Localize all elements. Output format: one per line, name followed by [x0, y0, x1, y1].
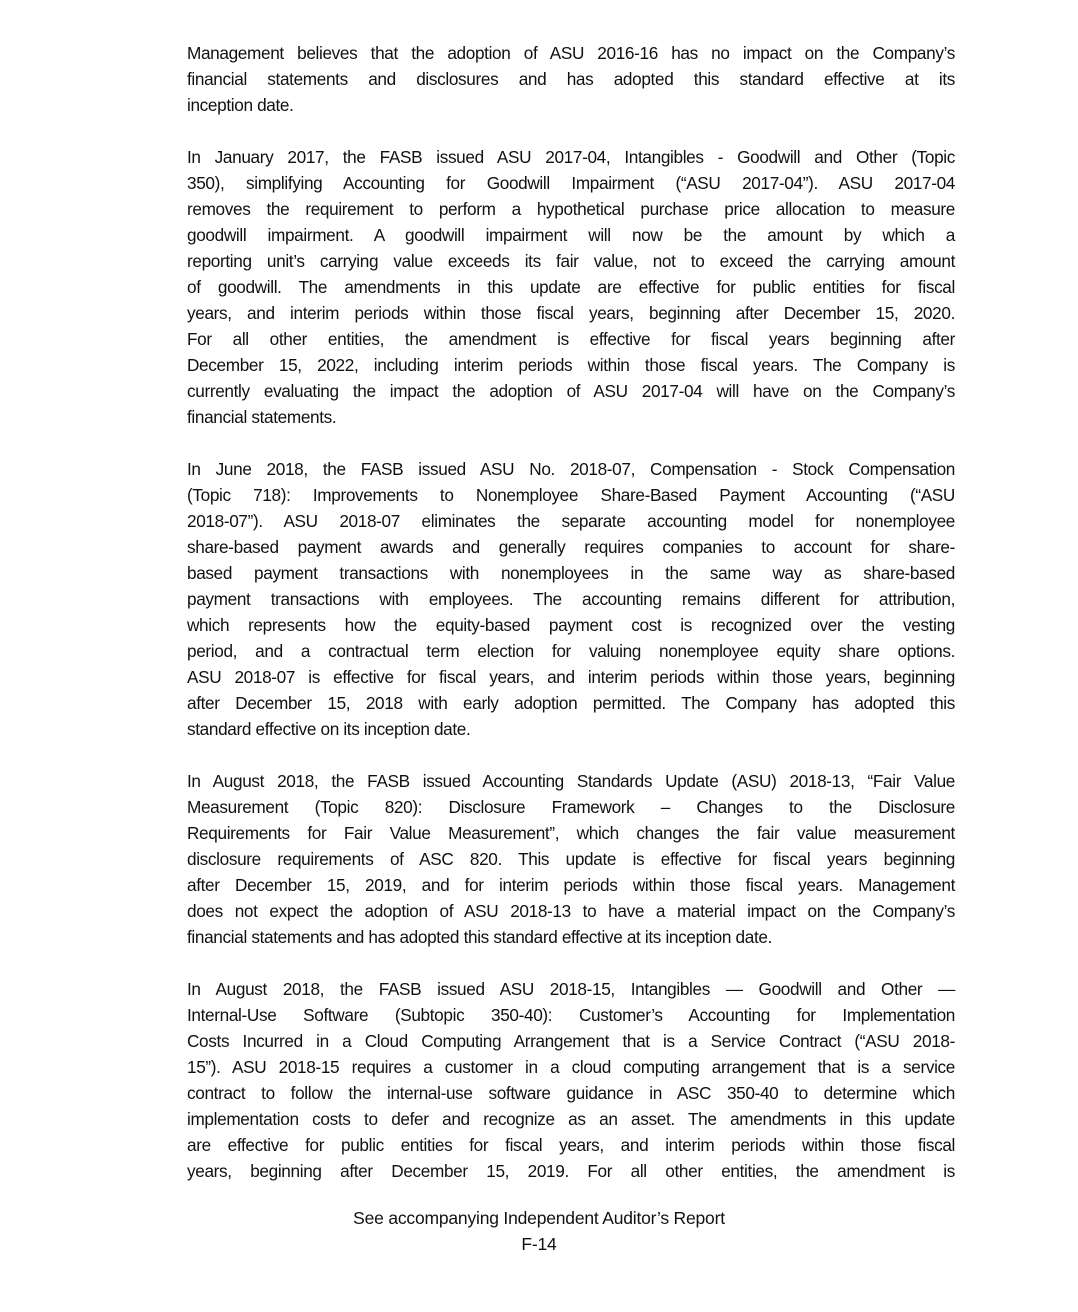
text-line: standard effective on its inception date.: [187, 719, 471, 739]
paragraph-asu-2018-15: [187, 976, 955, 1184]
text-line: financial statements and has adopted this standard effective at its inception date.: [187, 927, 773, 947]
text-line: 350), simplifying Accounting for Goodwill Impairment (“ASU 2017-04”). ASU 2017-04: [187, 173, 955, 193]
paragraph-asu-2016-16-conclusion: [187, 40, 955, 118]
text-line: Requirements for Fair Value Measurement”, which changes the fair value measurement: [187, 823, 955, 843]
text-line: 15”). ASU 2018-15 requires a customer in a cloud computing arrangement that is a service: [187, 1057, 955, 1077]
text-line: based payment transactions with nonemployees in the same way as share-based: [187, 563, 955, 583]
text-line: disclosure requirements of ASC 820. This update is effective for fiscal years beginning: [187, 849, 955, 869]
text-line: inception date.: [187, 95, 294, 115]
text-line: financial statements and disclosures and has adopted this standard effective at its: [187, 69, 955, 89]
text-line: implementation costs to defer and recognize as an asset. The amendments in this update: [187, 1109, 955, 1129]
text-line: Costs Incurred in a Cloud Computing Arrangement that is a Service Contract (“ASU 2018-: [187, 1031, 955, 1051]
text-line: ASU 2018-07 is effective for fiscal years, and interim periods within those years, beginning: [187, 667, 955, 687]
text-line: In August 2018, the FASB issued Accounting Standards Update (ASU) 2018-13, “Fair Value: [187, 771, 955, 791]
auditor-report-note: See accompanying Independent Auditor’s Report: [353, 1208, 725, 1228]
text-line: For all other entities, the amendment is effective for fiscal years beginning after: [187, 329, 955, 349]
text-line: Management believes that the adoption of ASU 2016-16 has no impact on the Company’s: [187, 43, 955, 63]
text-line: currently evaluating the impact the adoption of ASU 2017-04 will have on the Company’s: [187, 381, 955, 401]
text-line: Measurement (Topic 820): Disclosure Framework – Changes to the Disclosure: [187, 797, 955, 817]
text-line: removes the requirement to perform a hypothetical purchase price allocation to measure: [187, 199, 955, 219]
text-line: does not expect the adoption of ASU 2018-13 to have a material impact on the Company’s: [187, 901, 955, 921]
text-line: which represents how the equity-based payment cost is recognized over the vesting: [187, 615, 955, 635]
text-line: share-based payment awards and generally requires companies to account for share-: [187, 537, 955, 557]
text-line: Internal-Use Software (Subtopic 350-40): Customer’s Accounting for Implementation: [187, 1005, 955, 1025]
text-line: of goodwill. The amendments in this update are effective for public entities for fiscal: [187, 277, 955, 297]
text-line: In August 2018, the FASB issued ASU 2018-15, Intangibles — Goodwill and Other —: [187, 979, 955, 999]
page-footer: [0, 1205, 1078, 1257]
text-line: (Topic 718): Improvements to Nonemployee Share-Based Payment Accounting (“ASU: [187, 485, 955, 505]
paragraph-asu-2018-07: [187, 456, 955, 742]
text-line: 2018-07”). ASU 2018-07 eliminates the separate accounting model for nonemployee: [187, 511, 955, 531]
text-line: goodwill impairment. A goodwill impairment will now be the amount by which a: [187, 225, 955, 245]
text-line: after December 15, 2018 with early adoption permitted. The Company has adopted this: [187, 693, 955, 713]
document-body: [187, 40, 955, 1210]
text-line: reporting unit’s carrying value exceeds its fair value, not to exceed the carrying amount: [187, 251, 955, 271]
text-line: payment transactions with employees. The accounting remains different for attribution,: [187, 589, 955, 609]
paragraph-asu-2018-13: [187, 768, 955, 950]
text-line: years, and interim periods within those fiscal years, beginning after December 15, 2020.: [187, 303, 955, 323]
text-line: December 15, 2022, including interim periods within those fiscal years. The Company is: [187, 355, 955, 375]
text-line: In June 2018, the FASB issued ASU No. 2018-07, Compensation - Stock Compensation: [187, 459, 955, 479]
text-line: contract to follow the internal-use software guidance in ASC 350-40 to determine which: [187, 1083, 955, 1103]
text-line: In January 2017, the FASB issued ASU 2017-04, Intangibles - Goodwill and Other (Topic: [187, 147, 955, 167]
text-line: financial statements.: [187, 407, 337, 427]
text-line: are effective for public entities for fiscal years, and interim periods within those fiscal: [187, 1135, 955, 1155]
page-number: F-14: [521, 1234, 557, 1254]
text-line: period, and a contractual term election for valuing nonemployee equity share options.: [187, 641, 955, 661]
text-line: years, beginning after December 15, 2019. For all other entities, the amendment is: [187, 1161, 955, 1181]
text-line: after December 15, 2019, and for interim periods within those fiscal years. Management: [187, 875, 955, 895]
paragraph-asu-2017-04: [187, 144, 955, 430]
